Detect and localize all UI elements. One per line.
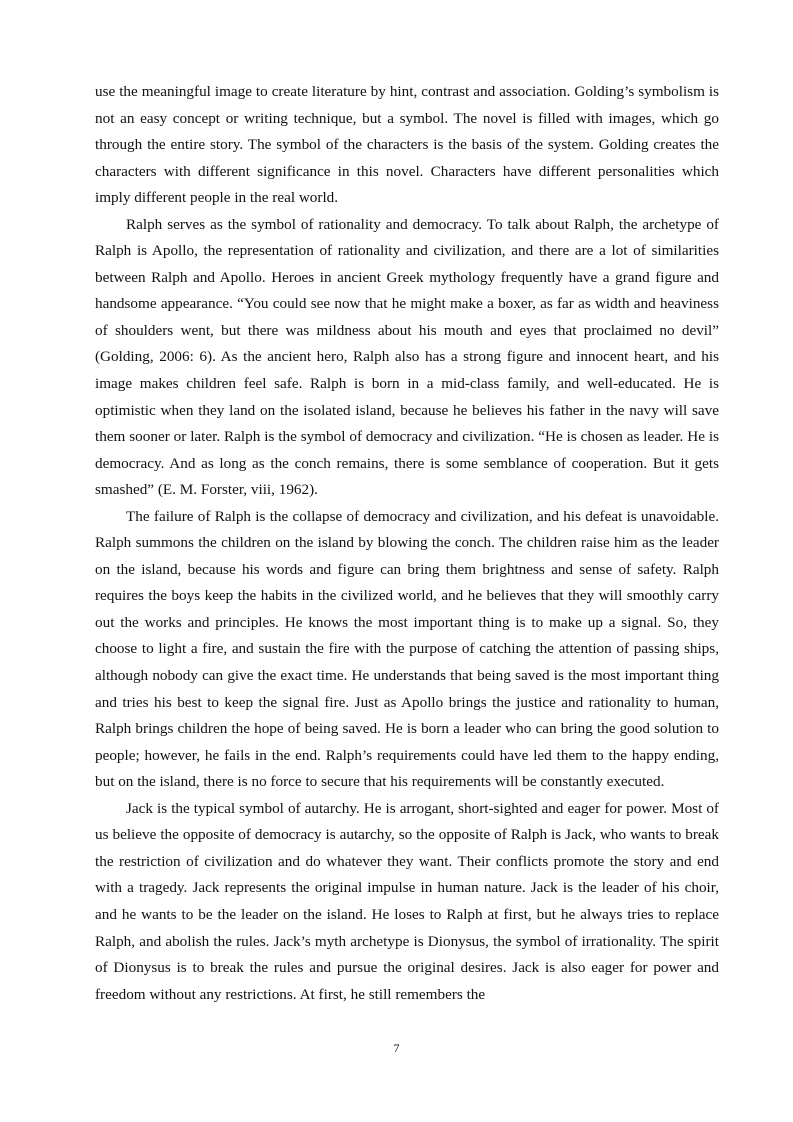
paragraph-golding-symbolism: use the meaningful image to create literature by hint, contrast and association. Golding’s symbolism is not an easy concept or writing technique, but a symbol. The novel is filled with images, which go through the entire story. The symbol of the characters is the basis of the system. Golding creates the characters with different significance in this novel. Characters have different personalities which imply different people in the real world. xyxy=(95,83,719,207)
paragraph-ralph-apollo: Ralph serves as the symbol of rationality and democracy. To talk about Ralph, the archetype of Ralph is Apollo, the representation of rationality and civilization, and there are a lot of similarities between Ralph and Apollo. Heroes in ancient Greek mythology frequently have a grand figure and handsome appearance. “You could see now that he might make a boxer, as far as width and heaviness of shoulders went, but there was mildness about his mouth and eyes that proclaimed no devil” (Golding, 2006: 6). As the ancient hero, Ralph also has a strong figure and innocent heart, and his image makes children feel safe. Ralph is born in a mid-class family, and well-educated. He is optimistic when they land on the isolated island, because he believes his father in the navy will save them sooner or later. Ralph is the symbol of democracy and civilization. “He is chosen as leader. He is democracy. And as long as the conch remains, there is some semblance of cooperation. But it gets smashed” (E. M. Forster, viii, 1962). xyxy=(95,215,719,499)
paragraph-jack-autarchy: Jack is the typical symbol of autarchy. He is arrogant, short-sighted and eager for power. Most of us believe the opposite of democracy is autarchy, so the opposite of Ralph is Jack, who wants to break the restriction of civilization and do whatever they want. Their conflicts promote the story and end with a tragedy. Jack represents the original impulse in human nature. Jack is the leader of his choir, and he wants to be the leader on the island. He loses to Ralph at first, but he always tries to replace Ralph, and abolish the rules. Jack’s myth archetype is Dionysus, the symbol of irrationality. The spirit of Dionysus is to break the rules and pursue the original desires. Jack is also eager for power and freedom without any restrictions. At first, he still remembers the xyxy=(95,799,719,1003)
document-body xyxy=(95,79,719,1008)
page-number: 7 xyxy=(393,1041,400,1055)
paragraph-ralph-failure: The failure of Ralph is the collapse of democracy and civilization, and his defeat is unavoidable. Ralph summons the children on the island by blowing the conch. The children raise him as the leader on the island, because his words and figure can bring them brightness and sense of safety. Ralph requires the boys keep the habits in the civilized world, and he believes that they will smoothly carry out the works and principles. He knows the most important thing is to make up a signal. So, they choose to light a fire, and sustain the fire with the purpose of catching the attention of passing ships, although nobody can give the exact time. He understands that being saved is the most important thing and tries his best to keep the signal fire. Just as Apollo brings the justice and rationality to human, Ralph brings children the hope of being saved. He is born a leader who can bring the good solution to people; however, he fails in the end. Ralph’s requirements could have led them to the happy ending, but on the island, there is no force to secure that his requirements will be constantly executed. xyxy=(95,507,719,791)
